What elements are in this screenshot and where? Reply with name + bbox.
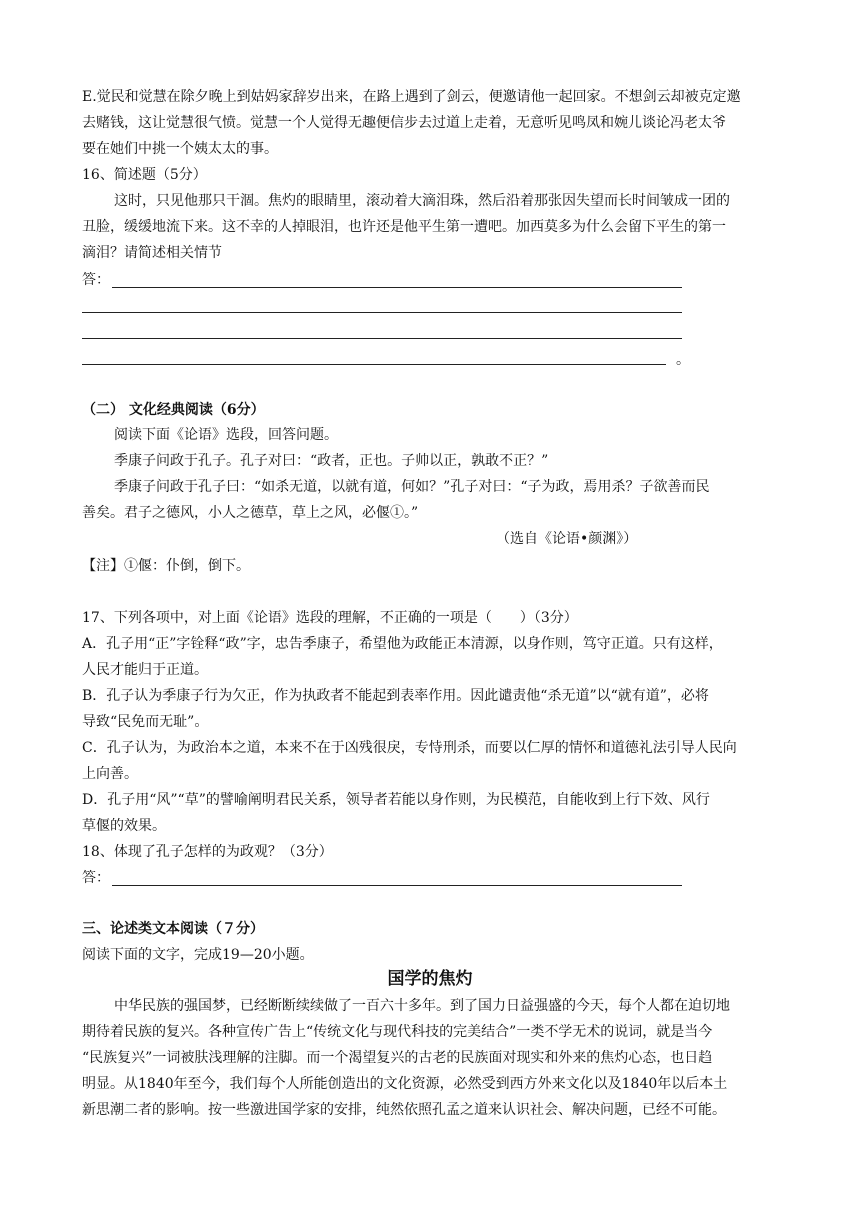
q16-answer-label: 答： [82,272,110,288]
article-line4: 明显。从1840年至今，我们每个人所能创造出的文化资源，必然受到西方外来文化以及1840年以后本土 [82,1076,728,1092]
q17-stem: 17、下列各项中，对上面《论语》选段的理解，不正确的一项是（ ）（3分） [82,610,578,626]
q16-passage-line2: 丑脸，缓缓地流下来。这不幸的人掉眼泪，也许还是他平生第一遭吧。加西莫多为什么会留下平生的第一 [82,219,726,235]
section2-heading: （二） 文化经典阅读（6分） [82,402,265,418]
q17-option-b-line2: 导致“民免而无耻”。 [82,714,209,730]
q17-option-d-line2: 草偃的效果。 [82,818,166,834]
q17-option-a-line2: 人民才能归于正道。 [82,662,208,678]
section3-instruction: 阅读下面的文字，完成19—20小题。 [82,947,314,963]
q15-option-e-line2: 去赌钱，这让觉慧很气愤。觉慧一个人觉得无趣便信步去过道上走着，无意听见鸣凤和婉儿谈论冯老太爷 [82,115,726,131]
article-line1: 中华民族的强国梦，已经断断续续做了一百六十多年。到了国力日益强盛的今天，每个人都在迫切地 [114,998,730,1014]
q16-heading: 16、简述题（5分） [82,167,207,183]
q16-passage-line1: 这时，只见他那只干涸。焦灼的眼睛里，滚动着大滴泪珠，然后沿着那张因失望而长时间皱成一团的 [114,193,730,209]
q16-answer-line-3[interactable] [82,338,682,339]
q17-option-a-line1: A．孔子用“正”字铨释“政”字，忠告季康子，希望他为政能正本清源，以身作则，笃守正道。只有这样， [82,636,723,652]
analects-para2-line1: 季康子问政于孔子曰：“如杀无道，以就有道，何如？”孔子对曰：“子为政，焉用杀？子欲善而民 [114,479,710,495]
q15-option-e-line1: E.觉民和觉慧在除夕晚上到姑妈家辞岁出来，在路上遇到了剑云，便邀请他一起回家。不想剑云却被克定邀 [82,89,741,105]
q16-end-mark: 。 [676,352,690,368]
q18-answer-line[interactable] [112,885,682,886]
q16-answer-line-2[interactable] [82,312,682,313]
analects-para1: 季康子问政于孔子。孔子对曰：“政者，正也。子帅以正，孰敢不正？” [114,453,549,469]
article-title: 国学的焦灼 [387,969,473,989]
article-line5: 新思潮二者的影响。按一些激进国学家的安排，纯然依照孔孟之道来认识社会、解决问题，已经不可能。 [82,1102,726,1118]
q17-option-c-line2: 上向善。 [82,766,138,782]
q18-stem: 18、体现了孔子怎样的为政观？（3分） [82,844,333,860]
q16-answer-line-1[interactable] [112,287,682,288]
section2-instruction: 阅读下面《论语》选段，回答问题。 [114,427,338,443]
q17-option-c-line1: C．孔子认为，为政治本之道，本来不在于凶残很戾，专恃刑杀，而要以仁厚的情怀和道德礼法引导人民向 [82,740,737,756]
analects-source: （选自《论语•颜渊》） [496,531,638,547]
section3-heading: 三、论述类文本阅读（７分） [82,921,264,937]
q15-option-e-line3: 要在她们中挑一个姨太太的事。 [82,141,278,157]
analects-para2-line2: 善矣。君子之德风，小人之德草，草上之风，必偃①。” [82,505,419,521]
q18-answer-label: 答： [82,870,110,886]
q16-answer-line-4[interactable] [82,364,666,365]
analects-note: 【注】①偃：仆倒，倒下。 [82,558,250,574]
article-line3: “民族复兴”一词被肤浅理解的注脚。而一个渴望复兴的古老的民族面对现实和外来的焦灼心态，也日趋 [82,1050,713,1066]
article-line2: 期待着民族的复兴。各种宣传广告上“传统文化与现代科技的完美结合”一类不学无术的说词，就是当今 [82,1024,713,1040]
q17-option-b-line1: B．孔子认为季康子行为欠正，作为执政者不能起到表率作用。因此谴责他“杀无道”以“就有道”，必将 [82,688,709,704]
q16-passage-line3: 滴泪？请简述相关情节 [82,245,222,261]
q17-option-d-line1: D．孔子用“风”“草”的譬喻阐明君民关系，领导者若能以身作则，为民模范，自能收到上行下效、风行 [82,792,710,808]
